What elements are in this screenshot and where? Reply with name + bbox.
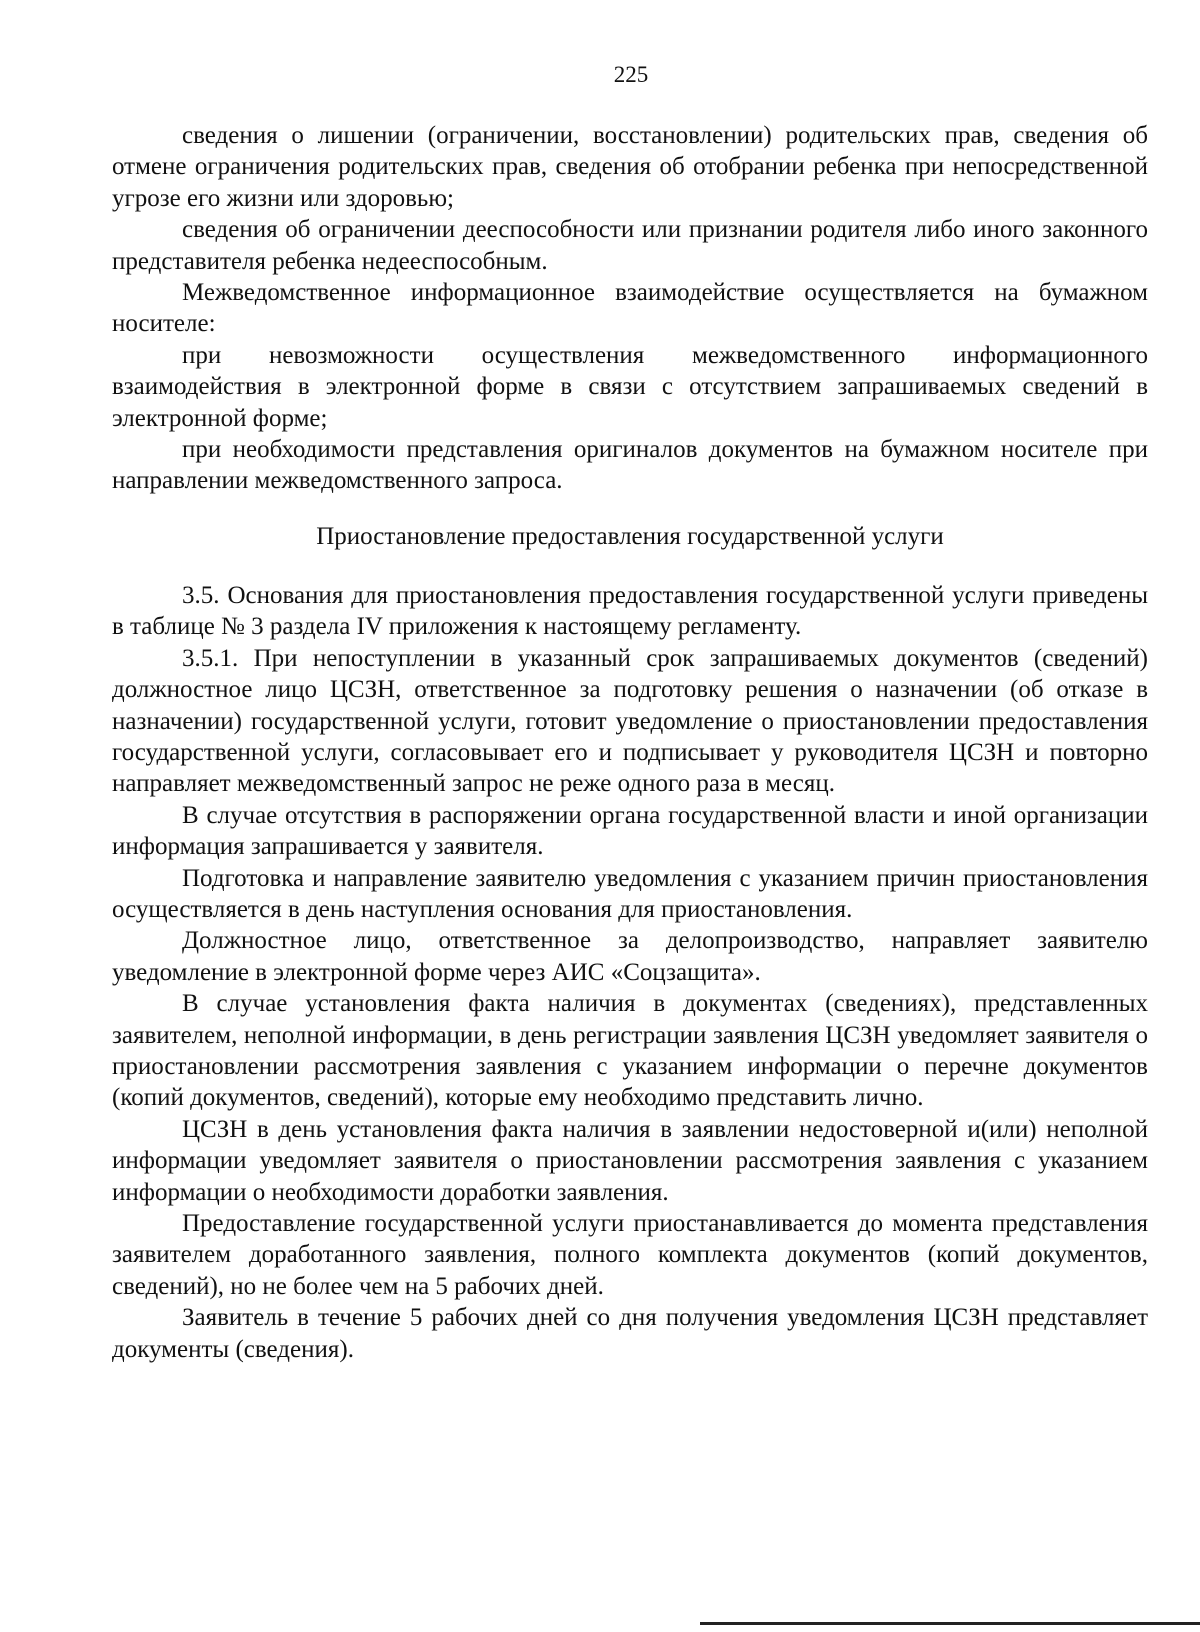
- paragraph: при необходимости представления оригиналов документов на бумажном носителе при направлении межведомственного запроса.: [112, 436, 1148, 495]
- paragraph: Заявитель в течение 5 рабочих дней со дня получения уведомления ЦСЗН представляет документы (сведения).: [112, 1304, 1148, 1363]
- paragraph: ЦСЗН в день установления факта наличия в заявлении недостоверной и(или) неполной информации уведомляет заявителя о приостановлении рассмотрения заявления с указанием информации о необходимости доработки заявления.: [112, 1115, 1148, 1206]
- paragraph: Подготовка и направление заявителю уведомления с указанием причин приостановления осуществляется в день наступления основания для приостановления.: [112, 864, 1148, 923]
- paragraph: при невозможности осуществления межведомственного информационного взаимодействия в электронной форме в связи с отсутствием запрашиваемых сведений в электронной форме;: [112, 341, 1148, 432]
- scan-edge-line: [700, 1622, 1200, 1625]
- section-heading: Приостановление предоставления государственной услуги: [316, 522, 944, 550]
- paragraph: Должностное лицо, ответственное за делопроизводство, направляет заявителю уведомление в электронной форме через АИС «Соцзащита».: [112, 927, 1148, 986]
- paragraph: Межведомственное информационное взаимодействие осуществляется на бумажном носителе:: [112, 279, 1148, 338]
- paragraph: Предоставление государственной услуги приостанавливается до момента представления заявителем доработанного заявления, полного комплекта документов (копий документов, сведений), но не более чем на 5 рабочих дней.: [112, 1210, 1148, 1300]
- paragraph: В случае установления факта наличия в документах (сведениях), представленных заявителем, неполной информации, в день регистрации заявления ЦСЗН уведомляет заявителя о приостановлении рассмотрения заявления с указанием информации о перечне документов (копий документов, сведений), которые ему необходимо представить лично.: [112, 990, 1148, 1112]
- paragraph: В случае отсутствия в распоряжении органа государственной власти и иной организации информация запрашивается у заявителя.: [112, 801, 1148, 861]
- paragraph: сведения о лишении (ограничении, восстановлении) родительских прав, сведения об отмене ограничения родительских прав, сведения об отобрании ребенка при непосредственной угрозе его жизни или здоровью;: [112, 122, 1148, 212]
- paragraph: 3.5.1. При непоступлении в указанный срок запрашиваемых документов (сведений) должностное лицо ЦСЗН, ответственное за подготовку решения о назначении (об отказе в назначении) государственной услуги, готовит уведомление о приостановлении предоставления государственной услуги, согласовывает его и подписывает у руководителя ЦСЗН и повторно направляет межведомственный запрос не реже одного раза в месяц.: [112, 644, 1148, 798]
- document-body: [112, 120, 1148, 1365]
- page-number: 225: [613, 62, 649, 87]
- paragraph: 3.5. Основания для приостановления предоставления государственной услуги приведены в таблице № 3 раздела IV приложения к настоящему регламенту.: [112, 581, 1148, 641]
- paragraph: сведения об ограничении дееспособности или признании родителя либо иного законного представителя ребенка недееспособным.: [112, 216, 1148, 275]
